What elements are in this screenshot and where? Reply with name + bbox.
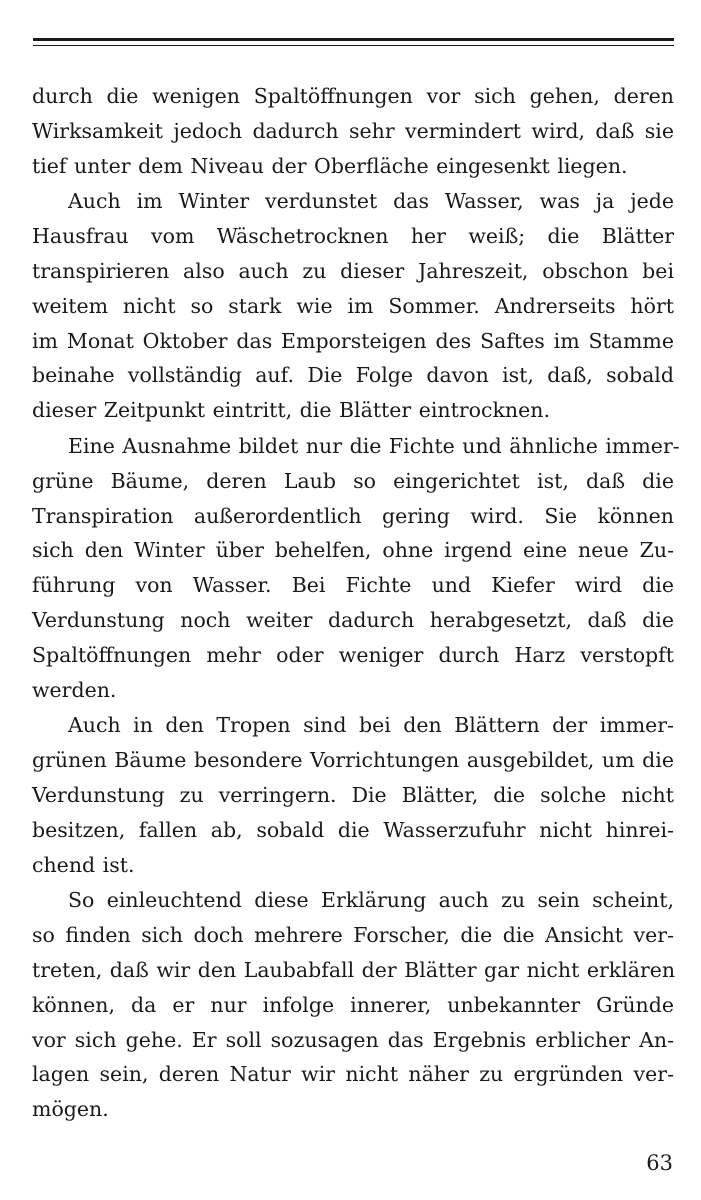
text-line: transpirieren also auch zu dieser Jahreszeit, obschon bei	[32, 258, 674, 283]
text-line: führung von Wasser. Bei Fichte und Kiefer wird die	[32, 573, 674, 598]
text-line: lagen sein, deren Natur wir nicht näher zu ergründen ver-	[32, 1062, 674, 1087]
text-line: grüne Bäume, deren Laub so eingerichtet ist, daß die	[32, 468, 674, 493]
text-line: treten, daß wir den Laubabfall der Blätter gar nicht erklären	[32, 957, 676, 982]
paragraph-4	[32, 708, 674, 882]
text-line: im Monat Oktober das Emporsteigen des Saftes im Stamme	[32, 328, 674, 353]
paragraph-2	[32, 184, 674, 428]
header-rule-thick	[33, 38, 674, 41]
text-line: Eine Ausnahme bildet nur die Fichte und ähnliche immer-	[68, 433, 680, 458]
text-line: Auch im Winter verdunstet das Wasser, was ja jede	[68, 189, 674, 214]
text-line: Transpiration außerordentlich gering wird. Sie können	[32, 503, 674, 528]
text-line: besitzen, fallen ab, sobald die Wasserzufuhr nicht hinrei-	[32, 817, 674, 842]
text-line: vor sich gehe. Er soll sozusagen das Ergebnis erblicher An-	[32, 1027, 674, 1052]
text-line: Verdunstung zu verringern. Die Blätter, die solche nicht	[32, 782, 674, 807]
text-line: mögen.	[32, 1097, 109, 1122]
text-line: Wirksamkeit jedoch dadurch sehr vermindert wird, daß sie	[32, 118, 674, 143]
text-line: beinahe vollständig auf. Die Folge davon ist, daß, sobald	[32, 363, 674, 388]
text-line: tief unter dem Niveau der Oberfläche eingesenkt liegen.	[32, 153, 628, 178]
text-line: so finden sich doch mehrere Forscher, die die Ansicht ver-	[32, 923, 674, 948]
text-line: Hausfrau vom Wäschetrocknen her weiß; die Blätter	[32, 224, 674, 249]
text-line: weitem nicht so stark wie im Sommer. Andrerseits hört	[32, 293, 674, 318]
text-line: Verdunstung noch weiter dadurch herabgesetzt, daß die	[32, 607, 674, 632]
text-line: werden.	[32, 677, 117, 702]
text-line: chend ist.	[32, 852, 135, 877]
text-line: sich den Winter über behelfen, ohne irgend eine neue Zu-	[32, 538, 674, 563]
text-line: durch die wenigen Spaltöffnungen vor sich gehen, deren	[32, 84, 674, 108]
body-text	[32, 79, 680, 1128]
text-line: Auch in den Tropen sind bei den Blättern der immer-	[68, 713, 674, 738]
paragraph-3	[32, 429, 680, 707]
text-line: können, da er nur infolge innerer, unbekannter Gründe	[32, 992, 674, 1017]
header-rule-thin	[33, 45, 674, 46]
page-number: 63	[646, 1151, 673, 1175]
text-line: Spaltöffnungen mehr oder weniger durch Harz verstopft	[32, 642, 674, 667]
paragraph-5	[32, 883, 674, 1127]
text-line: grünen Bäume besondere Vorrichtungen ausgebildet, um die	[32, 748, 674, 773]
text-line: So einleuchtend diese Erklärung auch zu sein scheint,	[68, 888, 674, 913]
text-line: dieser Zeitpunkt eintritt, die Blätter eintrocknen.	[32, 398, 550, 423]
paragraph-1	[32, 79, 674, 183]
